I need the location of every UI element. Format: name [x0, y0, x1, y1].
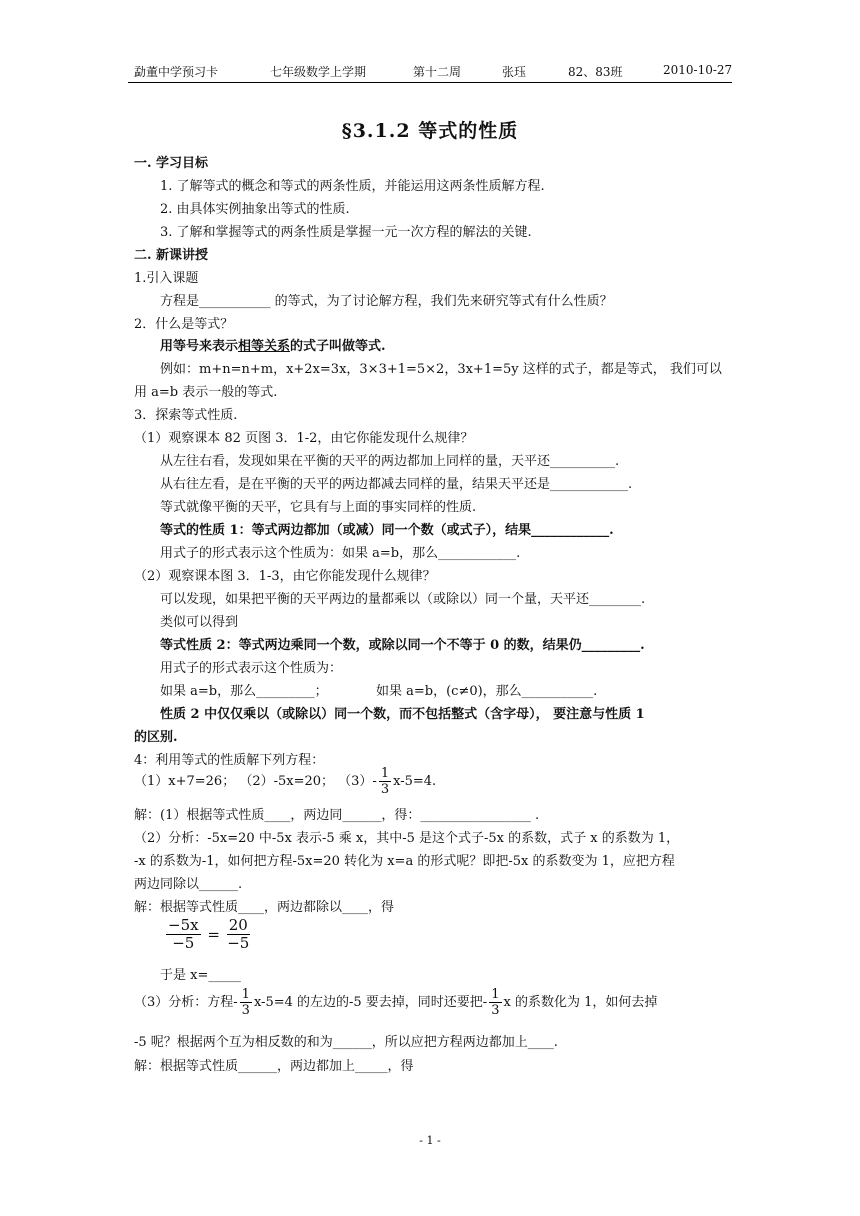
solution-3: 解：根据等式性质______，两边都加上_____，得	[134, 1059, 414, 1074]
header-school: 勐董中学预习卡	[134, 65, 219, 79]
observe-2-line1: 可以发现，如果把平衡的天平两边的量都乘以（或除以）同一个量，天平还________.	[160, 592, 646, 607]
note-line1: 性质 2 中仅仅乘以（或除以）同一个数，而不包括整式（含字母）， 要注意与性质 1	[160, 707, 645, 722]
analysis-2-line3: 两边同除以______.	[134, 877, 243, 892]
analysis-3-line2: -5 呢？根据两个互为相反数的和为______，所以应把方程两边都加上____.	[134, 1035, 558, 1050]
observe-1: （1）观察课本 82 页图 3．1-2，由它你能发现什么规律？	[134, 431, 474, 446]
note-line2: 的区别.	[134, 730, 178, 745]
header-grade: 七年级数学上学期	[270, 65, 367, 79]
header-classes: 82、83班	[568, 65, 623, 79]
observe-1-line2: 从右往左看，是在平衡的天平的两边都减去同样的量，结果天平还是____________.	[160, 477, 633, 492]
s1-item: 3. 了解和掌握等式的两条性质是掌握一元一次方程的解法的关键.	[160, 225, 532, 240]
solution-1: 解：(1）根据等式性质____，两边同______，得：_________________ .	[134, 808, 540, 823]
definition: 用等号来表示相等关系的式子叫做等式.	[160, 339, 386, 354]
header-rule	[128, 82, 732, 83]
property-1-form: 用式子的形式表示这个性质为：如果 a=b，那么____________.	[160, 546, 521, 561]
exercise-equations: （1）x+7=26； （2）-5x=20； （3）- $\frac{1}{3}$ x-5=4.	[134, 766, 437, 797]
property-2: 等式性质 2：等式两边乘同一个数，或除以同一个不等于 0 的数，结果仍_________.	[160, 638, 645, 653]
observe-2: （2）观察课本图 3．1-3，由它你能发现什么规律？	[134, 569, 436, 584]
s1-heading: 一. 学习目标	[134, 156, 209, 171]
intro-title: 1.引入课题	[134, 271, 199, 286]
solution-2: 解：根据等式性质____，两边都除以____，得	[134, 900, 395, 915]
what-title: 2．什么是等式？	[134, 317, 234, 332]
property-1: 等式的性质 1：等式两边都加（或减）同一个数（或式子），结果____________.	[160, 523, 614, 538]
s2-heading: 二. 新课讲授	[134, 248, 209, 263]
property-2-if2: 如果 a=b，(c≠0)，那么___________.	[376, 684, 598, 699]
observe-2-line2: 类似可以得到	[160, 615, 239, 630]
observe-1-line1: 从左往右看，发现如果在平衡的天平的两边都加上同样的量，天平还__________.	[160, 454, 620, 469]
analysis-2-line2: -x 的系数为-1，如何把方程-5x=20 转化为 x=a 的形式呢？即把-5x 的系数变为 1，应把方程	[134, 854, 675, 869]
solution-2-result: 于是 x=_____	[160, 968, 241, 983]
exercise-title: 4：利用等式的性质解下列方程：	[134, 753, 325, 768]
analysis-2-line1: （2）分析：-5x=20 中-5x 表示-5 乘 x，其中-5 是这个式子-5x 的系数，式子 x 的系数为 1，	[134, 831, 680, 846]
example-line2: 用 a=b 表示一般的等式.	[134, 385, 278, 400]
fraction: $\frac{1}{3}$	[380, 766, 390, 797]
s1-item: 2. 由具体实例抽象出等式的性质.	[160, 202, 350, 217]
observe-1-line3: 等式就像平衡的天平，它具有与上面的事实同样的性质.	[160, 500, 477, 515]
page-title: §3.1.2 等式的性质	[341, 120, 519, 142]
example-line1: 例如：m+n=n+m，x+2x=3x，3×3+1=5×2，3x+1=5y 这样的式子，都是等式， 我们可以	[160, 362, 722, 377]
analysis-3-line1: （3）分析：方程- $\frac{1}{3}$ x-5=4 的左边的-5 要去掉，同时还要把- $\frac{1}{3}$ x 的系数化为 1，如何去掉	[134, 987, 658, 1018]
header-date: 2010-10-27	[663, 63, 733, 77]
solution-2-fraction-eq: $\frac{-5x}{-5}$ = $\frac{20}{-5}$	[168, 916, 250, 952]
property-2-if1: 如果 a=b，那么_________；	[160, 684, 328, 699]
header-week: 第十二周	[413, 65, 462, 79]
intro-text: 方程是___________ 的等式，为了讨论解方程，我们先来研究等式有什么性质？	[160, 294, 613, 309]
property-2-form: 用式子的形式表示这个性质为：	[160, 661, 343, 676]
page-number: - 1 -	[419, 1134, 441, 1147]
header-teacher: 张珏	[502, 65, 527, 79]
s1-item: 1. 了解等式的概念和等式的两条性质，并能运用这两条性质解方程.	[160, 179, 545, 194]
explore-title: 3．探索等式性质.	[134, 408, 238, 423]
